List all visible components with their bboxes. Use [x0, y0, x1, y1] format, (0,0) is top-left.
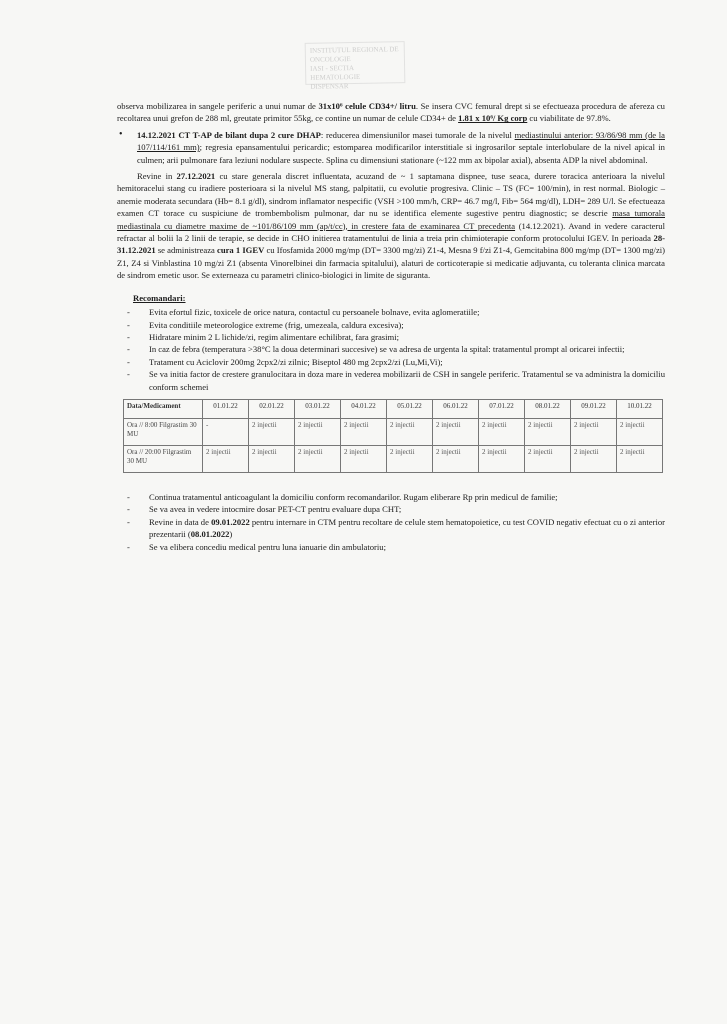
institution-stamp: [305, 41, 406, 91]
recommendation-item: - Se va initia factor de crestere granulocitara in doza mare in vederea mobilizarii de CSH in sangele periferic. Tratamentul se va administra la domiciliu conform schemei: [117, 368, 665, 393]
followup-text: Se va avea in vedere intocmire dosar PET-CT pentru evaluare dupa CHT;: [149, 504, 402, 515]
schedule-date: 04.01.22: [341, 399, 387, 418]
followup-text: Continua tratamentul anticoagulant la domiciliu conform recomandarilor. Rugam eliberare Rp prin medicul de familie;: [149, 491, 558, 502]
schedule-cell: 2 injectii: [387, 445, 433, 472]
readmit-text: Revine in: [137, 171, 177, 182]
followup-list: [117, 491, 665, 553]
schedule-date: 03.01.22: [295, 399, 341, 418]
schedule-cell: 2 injectii: [525, 445, 571, 472]
recommendations-list: [117, 306, 665, 393]
followup-item: [117, 491, 665, 503]
document-body: [117, 100, 665, 553]
followup-item: [117, 516, 665, 541]
followup-text: ): [229, 529, 233, 540]
readmit-appointment-date: 09.01.2022: [211, 516, 250, 527]
schedule-cell: 2 injectii: [617, 418, 663, 445]
intro-text: . Se insera CVC femural drept si se efectueaza procedura de afereza cu recoltarea unui grefon de 288 ml, greutate primitor 55kg, ce contine un numar de celule CD34+ de: [117, 101, 665, 124]
recommendation-item: - Tratament cu Aciclovir 200mg 2cpx2/zi zilnic; Biseptol 480 mg 2cpx2/zi (Lu,Mi,Vi);: [117, 356, 665, 368]
schedule-cell: 2 injectii: [295, 445, 341, 472]
schedule-date: 05.01.22: [387, 399, 433, 418]
cd34-dose: 1.81 x 10⁶/ Kg corp: [458, 113, 528, 124]
intro-paragraph: [117, 100, 665, 125]
schedule-date: 07.01.22: [479, 399, 525, 418]
schedule-date: 01.01.22: [203, 399, 249, 418]
stamp-line: DISPENSAR: [310, 82, 349, 91]
table-row: [124, 445, 663, 472]
cd34-count: 31x10⁶ celule CD34+/ litru: [318, 101, 416, 111]
schedule-cell: 2 injectii: [249, 445, 295, 472]
schedule-date: 02.01.22: [249, 399, 295, 418]
readmit-text: cu Ifosfamida 2000 mg/mp (DT= 3300 mg/zi) Z1-4, Mesna 9 f/zi Z1-4, Gemcitabina 800 mg/mp (DT= 1300 mg/zi) Z1, Z4 si Vinblastina 10 mg/zi Z1 (absenta Vinorelbinei din farmacia spitalului), alaturi de corticoterapie si medicatie adjuvanta, cu toleranta clinica marcata de sindrom emetic usor. Se externeaza cu parametri clinico-biologici in limite de siguranta.: [117, 245, 666, 281]
ct-text: ; regresia epansamentului pericardic; estomparea modificarilor interstitiale si ingrosarilor septale interlobulare de la nivel apical in culmen; arii pulmonare fara leziuni nodulare suspecte. Splina cu dimensiuni stationare (~122 mm ax bipolar axial), absenta ADP la nivel abdominal.: [137, 142, 665, 165]
ct-mediastinum: mediastinului anterior: 93/86/98 mm (de la 107/114/161 mm): [137, 129, 665, 153]
schedule-cell: 2 injectii: [479, 445, 525, 472]
intro-text: observa mobilizarea in sangele periferic a unui numar de: [117, 101, 319, 111]
stamp-line: IASI - SECTIA HEMATOLOGIE: [310, 64, 361, 82]
schedule-row-label: Ora // 20:00 Filgrastim 30 MU: [124, 445, 203, 472]
readmission-paragraph: [117, 170, 665, 282]
intro-text: cu viabilitate de 97.8%.: [527, 113, 611, 124]
readmit-text: (14.12.2021). Avand in vedere caracterul refractar al bolii la 2 linii de terapie, se decide in CHO initierea tratamentului de linia a treia prin chimioterapie conform protocolului IGEV. In perioada: [117, 220, 665, 244]
covid-test-date: 08.01.2022: [190, 529, 230, 540]
schedule-date: 10.01.22: [617, 399, 663, 418]
followup-text: Revine in data de: [149, 516, 212, 527]
schedule-cell: 2 injectii: [203, 445, 249, 472]
schedule-header-row: [124, 399, 663, 418]
ct-title: 14.12.2021 CT T-AP de bilant dupa 2 cure DHAP: [137, 129, 321, 140]
schedule-cell: 2 injectii: [341, 418, 387, 445]
readmit-cure: cura 1 IGEV: [217, 245, 265, 256]
readmit-text: se administreaza: [155, 245, 218, 256]
followup-item: [117, 503, 665, 515]
schedule-date: 06.01.22: [433, 399, 479, 418]
filgrastim-schedule-table: [123, 399, 663, 473]
schedule-cell: 2 injectii: [571, 445, 617, 472]
spacer: [117, 479, 665, 489]
bullet-dot-icon: •: [119, 128, 123, 140]
schedule-cell: 2 injectii: [525, 418, 571, 445]
stamp-line: INSTITUTUL REGIONAL DE ONCOLOGIE: [309, 45, 399, 64]
followup-text: pentru internare in CTM pentru recoltare de celule stem hematopoietice, cu test COVID negativ efectuat cu o zi anterior prezentarii (: [149, 516, 665, 540]
schedule-cell: -: [203, 418, 249, 445]
schedule-cell: 2 injectii: [617, 445, 663, 472]
schedule-cell: 2 injectii: [341, 445, 387, 472]
readmit-ct-mass: masa tumorala mediastinala cu diametre maxime de ~101/86/109 mm (ap/t/cc), in crestere fata de examinarea CT precedenta: [117, 208, 665, 231]
schedule-cell: 2 injectii: [571, 418, 617, 445]
table-row: [124, 418, 663, 445]
schedule-row-label: Ora // 8:00 Filgrastim 30 MU: [124, 418, 203, 445]
ct-text: : reducerea dimensiunilor masei tumorale de la nivelul: [320, 129, 515, 140]
recommendation-item: - Evita conditiile meteorologice extreme (frig, umezeala, caldura excesiva);: [117, 319, 665, 331]
ct-finding-bullet: [117, 129, 665, 166]
schedule-cell: 2 injectii: [479, 418, 525, 445]
schedule-date: 09.01.22: [571, 399, 617, 418]
schedule-cell: 2 injectii: [387, 418, 433, 445]
schedule-cell: 2 injectii: [249, 418, 295, 445]
followup-text: Se va elibera concediu medical pentru luna ianuarie din ambulatoriu;: [149, 541, 386, 552]
recommendations-title: Recomandari:: [133, 292, 186, 303]
schedule-date: 08.01.22: [525, 399, 571, 418]
followup-item: [117, 541, 665, 553]
schedule-header-label: Data/Medicament: [124, 399, 203, 418]
recommendation-item: - Hidratare minim 2 L lichide/zi, regim alimentare echilibrat, fara grasimi;: [117, 331, 665, 343]
recommendation-item: - In caz de febra (temperatura >38°C la doua determinari succesive) se va adresa de urgenta la spital: tratamentul prompt al oricarei infectii;: [117, 343, 665, 355]
recommendation-item: - Evita efortul fizic, toxicele de orice natura, contactul cu persoanele bolnave, evita aglomeratiile;: [117, 306, 665, 318]
readmit-text: cu stare generala discret influentata, acuzand de ~ 1 saptamana dispnee, tuse seaca, durere toracica anterioara la nivelul hemitoracelui stang cu iradiere posterioara si la nivelul MS stang, palpitatii, cu evolutie progresiva. Clinic – TS (FC= 100/min), in rest normal. Biologic – anemie moderata secundara (Hb= 8.1 g/dl), sindrom inflamator nespecific (VSH >100 mm/h, CRP= 46.7 mg/l, Fib= 564 mg/dl), LDH= 289 U/l. Se efectueaza examen CT torace cu suspiciune de trombembolism pulmonar, dar nu se identifica elemente sugestive pentru diagnostic; se descrie: [117, 171, 665, 219]
readmit-date: 27.12.2021: [176, 171, 216, 182]
schedule-cell: 2 injectii: [433, 445, 479, 472]
schedule-cell: 2 injectii: [433, 418, 479, 445]
readmit-period: 28-31.12.2021: [117, 233, 665, 256]
schedule-cell: 2 injectii: [295, 418, 341, 445]
